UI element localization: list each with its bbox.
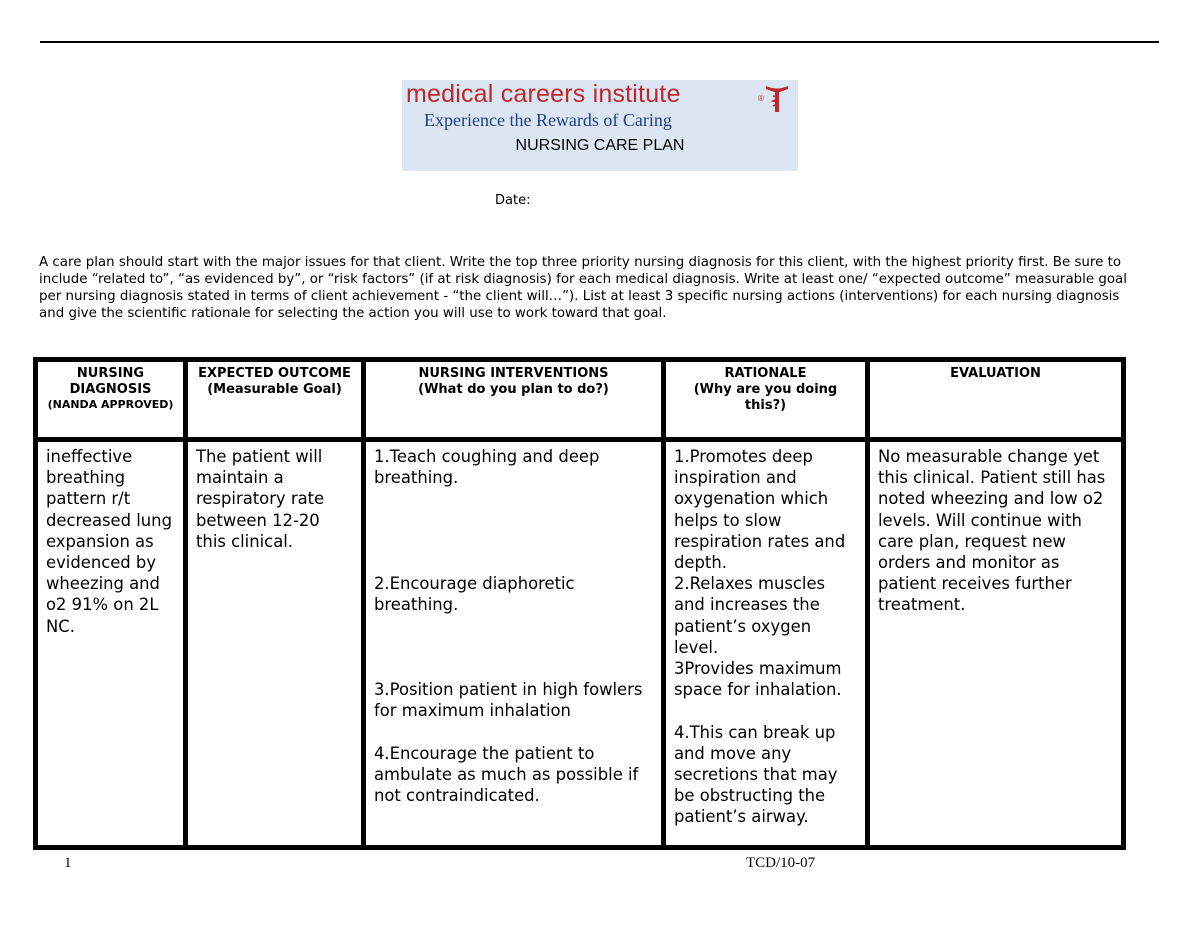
rationale-item: 1.Promotes deep inspiration and oxygenation which helps to slow respiration rates and depth.	[674, 447, 846, 573]
instructions-paragraph: A care plan should start with the major issues for that client. Write the top three priority nursing diagnosis for this client, with the highest priority first. Be sure to include “related to”, “as evidenced by”, or “risk factors” (if at risk diagnosis) for each medical diagnosis. Write at least one/ “expected outcome” measurable goal per nursing diagnosis stated in terms of client achievement - “the client will…”). List at least 3 specific nursing actions (interventions) for each nursing diagnosis and give the scientific rationale for selecting the action you will use to work toward that goal.	[39, 255, 1127, 321]
header-expected-outcome: EXPECTED OUTCOME (Measurable Goal)	[186, 360, 364, 440]
form-code: TCD/10-07	[746, 855, 816, 871]
institute-logo	[402, 80, 798, 171]
header-nursing-interventions: NURSING INTERVENTIONS (What do you plan to do?)	[364, 360, 664, 440]
logo-tagline: Experience the Rewards of Caring	[424, 110, 672, 130]
rationale-item: 4.This can break up and move any secretions that may be obstructing the patient’s airway.	[674, 722, 838, 827]
intervention-item: 1.Teach coughing and deep breathing.	[374, 447, 600, 488]
logo-brand-text: medical careers institute	[406, 80, 681, 108]
rationale-item: 3Provides maximum space for inhalation.	[674, 659, 842, 700]
rationale-cell	[664, 440, 868, 848]
rationale-item: 2.Relaxes muscles and increases the patient’s oxygen level.	[674, 574, 826, 657]
outcome-cell: The patient will maintain a respiratory rate between 12-20 this clinical.	[186, 440, 364, 848]
interventions-cell	[364, 440, 664, 848]
table-header-row	[36, 360, 1124, 440]
intervention-item: 4.Encourage the patient to ambulate as much as possible if not contraindicated.	[374, 743, 639, 806]
diagnosis-cell: ineffective breathing pattern r/t decreased lung expansion as evidenced by wheezing and o2 91% on 2L NC.	[36, 440, 186, 848]
page-number: 1	[64, 855, 72, 871]
table-row	[36, 440, 1124, 848]
header-evaluation: EVALUATION	[868, 360, 1124, 440]
registered-mark: ®	[758, 94, 764, 103]
care-plan-table	[33, 357, 1126, 850]
document-title: NURSING CARE PLAN	[515, 137, 685, 154]
evaluation-cell: No measurable change yet this clinical. Patient still has noted wheezing and low o2 levels. Will continue with care plan, request new orders and monitor as patient receives further treatment.	[868, 440, 1124, 848]
intervention-item: 2.Encourage diaphoretic breathing.	[374, 574, 575, 615]
header-rationale: RATIONALE (Why are you doing this?)	[664, 360, 868, 440]
caduceus-t-icon	[764, 84, 790, 114]
header-nursing-diagnosis: NURSING DIAGNOSIS (NANDA APPROVED)	[36, 360, 186, 440]
intervention-item: 3.Position patient in high fowlers for maximum inhalation	[374, 680, 643, 721]
top-rule	[40, 41, 1159, 43]
date-label: Date:	[495, 193, 531, 208]
